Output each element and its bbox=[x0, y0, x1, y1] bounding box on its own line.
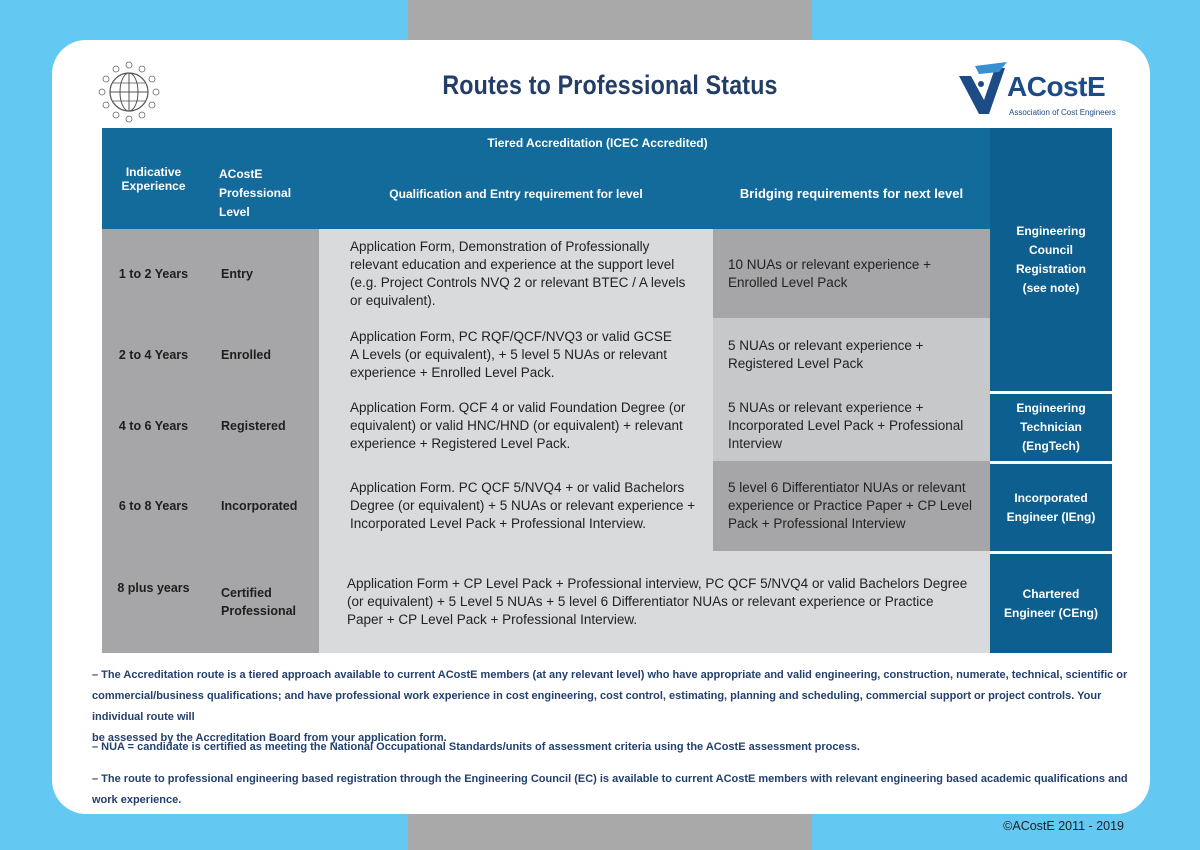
note-nua-definition: – NUA = candidate is certified as meeting the National Occupational Standards/units of assessment criteria using the ACostE assessment process. bbox=[92, 741, 860, 753]
copyright-text: ©ACostE 2011 - 2019 bbox=[1003, 819, 1124, 833]
row-3-level: Registered bbox=[205, 391, 319, 461]
row-2-experience: 2 to 4 Years bbox=[102, 318, 205, 391]
row-2-qualification: Application Form, PC RQF/QCF/NVQ3 or valid GCSE A Levels (or equivalent), + 5 level 5 NUAs or relevant experience + Enrolled Level Pack. bbox=[319, 318, 713, 391]
row-5-experience: 8 plus years bbox=[102, 551, 205, 653]
row-3-experience: 4 to 6 Years bbox=[102, 391, 205, 461]
row-3-qualification: Application Form. QCF 4 or valid Foundation Degree (or equivalent) or valid HNC/HND (or equivalent) + relevant experience + Registered Level Pack. bbox=[319, 391, 713, 461]
acoste-logo bbox=[955, 62, 1115, 124]
header-tiered-accreditation: Tiered Accreditation (ICEC Accredited) bbox=[205, 128, 990, 158]
acoste-logo-text: ACostE bbox=[1007, 71, 1106, 102]
row-1-bridging: 10 NUAs or relevant experience + Enrolled Level Pack bbox=[713, 229, 990, 318]
row-1-qualification: Application Form, Demonstration of Professionally relevant education and experience at the support level (e.g. Project Controls NVQ 2 or relevant BTEC / A levels or equivalent). bbox=[319, 229, 713, 318]
row-4-experience: 6 to 8 Years bbox=[102, 461, 205, 551]
page-title: Routes to Professional Status bbox=[442, 70, 778, 100]
note-engineering-council: – The route to professional engineering based registration through the Engineering Council (EC) is available to current ACostE members with relevant engineering based academic qualifications and work experience. bbox=[92, 773, 1128, 806]
acoste-logo-subtitle: Association of Cost Engineers bbox=[1009, 108, 1116, 117]
row-4-bridging: 5 level 6 Differentiator NUAs or relevant experience or Practice Paper + CP Level Pack + Professional Interview bbox=[713, 461, 990, 551]
row-1-level: Entry bbox=[205, 229, 319, 318]
ec-ieng-cell: Incorporated Engineer (IEng) bbox=[990, 461, 1112, 551]
acoste-logo-icon bbox=[955, 62, 1011, 122]
header-professional-level: ACostE Professional Level bbox=[205, 158, 319, 229]
row-4-level: Incorporated bbox=[205, 461, 319, 551]
row-5-qualification: Application Form + CP Level Pack + Professional interview, PC QCF 5/NVQ4 or valid Bachelors Degree (or equivalent) + 5 Level 5 NUAs + 5 level 6 Differentiator NUAs or relevant experience or Practice Paper + CP Level Pack + Professional Interview. bbox=[319, 551, 990, 653]
header-indicative-experience: Indicative Experience bbox=[102, 128, 205, 229]
row-2-level: Enrolled bbox=[205, 318, 319, 391]
ec-ceng-cell: Chartered Engineer (CEng) bbox=[990, 551, 1112, 653]
note-accreditation-route: – The Accreditation route is a tiered approach available to current ACostE members (at any relevant level) who have appropriate and valid engineering, construction, numerate, technical, scientific or commercial/business qualifications; and have professional work experience in cost engineering, cost control, estimating, planning and scheduling, commercial support or project controls. Your individual route will be assessed by the Accreditation Board from your application form. bbox=[92, 669, 1128, 744]
row-5-level: Certified Professional bbox=[205, 551, 319, 653]
header-qualification: Qualification and Entry requirement for level bbox=[319, 158, 713, 229]
header-bridging: Bridging requirements for next level bbox=[713, 158, 990, 229]
ec-registration-cell: Engineering Council Registration (see note) bbox=[990, 128, 1112, 391]
ec-engtech-cell: Engineering Technician (EngTech) bbox=[990, 391, 1112, 461]
row-3-bridging: 5 NUAs or relevant experience + Incorporated Level Pack + Professional Interview bbox=[713, 391, 990, 461]
row-4-qualification: Application Form. PC QCF 5/NVQ4 + or valid Bachelors Degree (or equivalent) + 5 NUAs or relevant experience + Incorporated Level Pack + Professional Interview. bbox=[319, 461, 713, 551]
row-1-experience: 1 to 2 Years bbox=[102, 229, 205, 318]
row-2-bridging: 5 NUAs or relevant experience + Registered Level Pack bbox=[713, 318, 990, 391]
